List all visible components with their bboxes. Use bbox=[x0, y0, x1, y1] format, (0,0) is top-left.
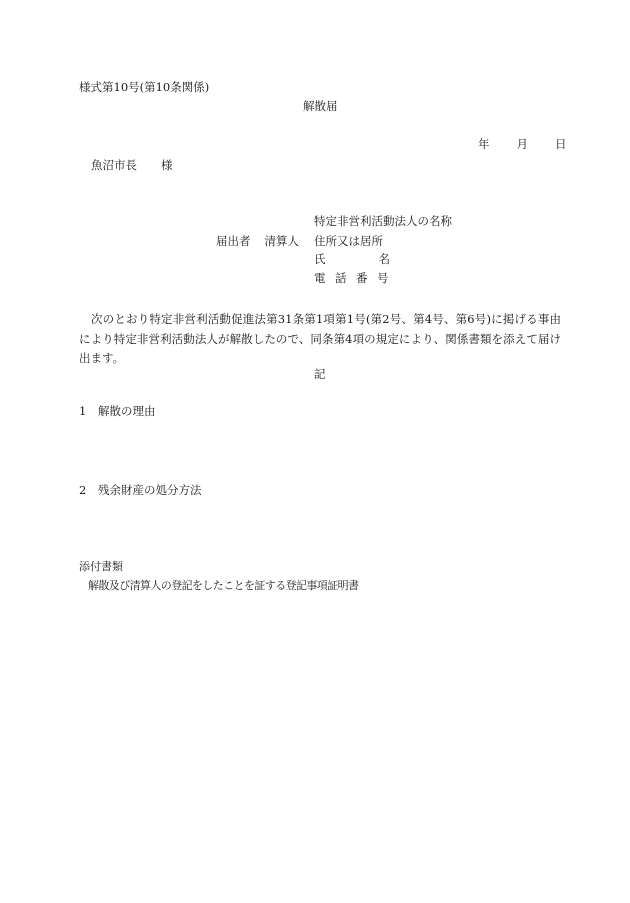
item-number: 1 bbox=[79, 404, 87, 418]
document-title: 解散届 bbox=[303, 99, 338, 113]
body-text: 次のとおり特定非営利活動促進法第31条第1項第1号(第2号、第4号、第6号)に掲げる事由により特定非営利活動法人が解散したので、同条第4項の規定により、関係書類を添えて届け出ます。 bbox=[79, 312, 561, 365]
filer-label bbox=[216, 236, 299, 248]
addressee-honorific: 様 bbox=[161, 158, 173, 172]
date-day-label: 日 bbox=[555, 137, 567, 151]
addressee bbox=[91, 160, 173, 172]
addressee-name: 魚沼市長 bbox=[91, 158, 137, 172]
field-org-name-label: 特定非営利活動法人の名称 bbox=[314, 214, 452, 228]
filer-role-label: 清算人 bbox=[264, 234, 299, 248]
field-person-name-label bbox=[314, 254, 390, 266]
field-phone-label: 電話番号 bbox=[314, 271, 398, 285]
item-label: 残余財産の処分方法 bbox=[98, 483, 202, 497]
item-dissolution-reason bbox=[79, 406, 156, 418]
form-number: 様式第10号(第10条関係) bbox=[79, 80, 210, 94]
date-month-label: 月 bbox=[516, 137, 528, 151]
date-year-label: 年 bbox=[478, 137, 490, 151]
item-label: 解散の理由 bbox=[98, 404, 156, 418]
field-person-name-second-char: 名 bbox=[378, 252, 390, 266]
item-residual-assets bbox=[79, 485, 202, 497]
filer-type-label: 届出者 bbox=[216, 234, 251, 248]
attachments-title: 添付書類 bbox=[79, 560, 123, 573]
date-line bbox=[478, 139, 567, 151]
field-address-label: 住所又は居所 bbox=[314, 234, 383, 248]
note-mark: 記 bbox=[314, 367, 326, 381]
field-person-name-first-char: 氏 bbox=[314, 252, 326, 266]
attachment-item: 解散及び清算人の登記をしたことを証する登記事項証明書 bbox=[88, 579, 359, 592]
item-number: 2 bbox=[79, 483, 87, 497]
